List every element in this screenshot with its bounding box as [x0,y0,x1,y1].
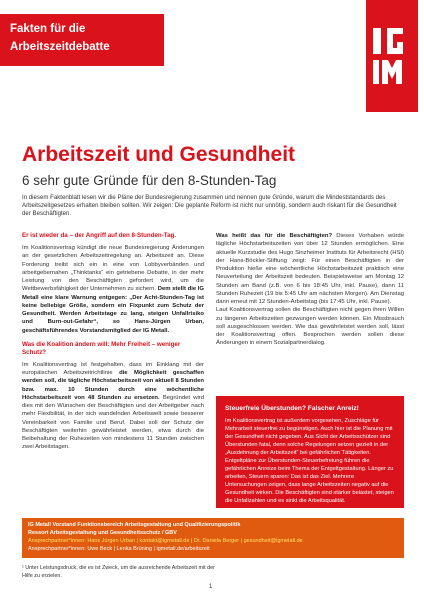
paragraph [22,361,204,452]
paragraph [22,244,204,335]
paragraph-emphasis: die Möglichkeit geschaffen werden soll, die tägliche Höchstarbeitszeit von aktuell 8 Stunden bzw. max. 10 Stunden durch eine wöchentliche Höchstarbeitszeit von 48 Stunden zu ersetzen. [22,370,204,401]
section-question-2: Was die Koalition ändern will: Mehr Freiheit – weniger Schutz? [22,340,181,356]
banner-line-1: Fakten für die [10,23,86,35]
footer-contact: Ansprechpartner*innen: Hans Jürgen Urban | kontakt@igmetall.de | Dr. Daniela Berger | gesundheit@igmetall.de [28,538,303,544]
paragraph: Laut Koalitionsvertrag sollen die Beschäftigten nicht gegen ihren Willen zu längeren Arbeitszeiten gezwungen werden können. Ein Missbrauch soll ausgeschlossen werden. Wie das gewährleistet werden soll, lässt der Koalitionsvertrag offen. Besprochen werden sollen diese Änderungen in einem Sozialpartnerdialog. [216,307,404,347]
footer-line: IG Metall Vorstand Funktionsbereich Arbeitsgestaltung und Qualifizierungspolitik [28,522,241,528]
topic-banner [0,14,164,66]
footer-imprint [22,518,404,558]
footnote: ¹ Unter Leistungsdruck, die es ist Zweck, um die ausreichende Arbeitszeit mit der Hilfe zu erzielen. [22,565,215,579]
section-question-1: Er ist wieder da – der Angriff auf den 8-Stunden-Tag. [22,232,177,239]
logo-mark [370,6,414,106]
footer-contact: Ansprechpartner*innen: Uwe Beck | Lenka Brüning | igmetall.de/arbeitszeit [28,546,210,552]
page-title: Arbeitszeit und Gesundheit [22,143,296,166]
section-question-3: Was heißt das für die Beschäftigten? [216,233,337,239]
footer-line: Ressort Arbeitsgestaltung und Gesundheitsschutz / GBV [28,530,177,536]
paragraph [216,232,404,306]
paragraph-text: Begründet wird dies mit den Wünschen der Beschäftigten und der Arbeitgeber nach mehr Flexibilität, in der sich wandelnden Arbeitswelt sowie besserer Vereinbarkeit von Familie und Beruf. Dabei soll der Schutz der Beschäftigten weiterhin gewährleistet werden, etwa durch die Beibehaltung der Ruhezeiten von mindestens 11 Stunden zwischen zwei Arbeitstagen. [22,394,205,451]
info-box-text: Im Koalitionsvertrag ist außerdem vorgesehen, Zuschläge für Mehrarbeit steuerfrei zu begünstigen. Auch hier ist die Planung mit der Gesundheit nicht gegeben. Aus Sicht der Arbeitsschützer sind Überstunden fatal, denn solche Regelungen setzen gezielt in der „Ausdehnung der Arbeitszeit“ bei gefährlichen Tätigkeiten. Entgeltpläne zur Überstunden-Steuerbefreiung führen die gefährlichen Anreize beim Thema der Entgeltgestaltung. Länger zu arbeiten, Steuern sparen: Das ist das Ziel. Mehrere Untersuchungen zeigen, dass lange Arbeitszeiten negativ auf die Gesundheit wirken. Die Beschäftigten sind stärker belastet, steigen die Unfallzahlen und es sinkt die Arbeitsqualität. [225,418,394,505]
ig-metall-logo-icon [366,0,418,112]
info-box-title: Steuerfreie Überstunden? Falscher Anreiz! [225,405,359,412]
page-number: 1 [209,584,213,590]
paragraph-text: Dieses Vorhaben würde tägliche Höchstarbeitszeiten von über 12 Stunden ermöglichen. Eine aktuelle Kurzstudie des Hugo Sinzheimer Instituts für Arbeitsrecht (HSI) der Hans-Böckler-Stiftung zeigt: Für einen Beschäftigten in der Produktion hieße eine wöchentliche Höchstarbeitszeit praktisch eine Neuverteilung der Arbeitszeit bedeuten. Beispielsweise am Montag 12 Stunden am Band (z.B. von 6 bis 18:45 Uhr, inkl. Pause), dann 11 Stunden Ruhezeit (19 bis 5:45 Uhr am nächsten Morgen). Am Dienstag dann erneut mit 12 Stunden-Arbeitstag (bis 17:45 Uhr, inkl. Pause). [216,233,404,305]
info-box [216,396,404,508]
paragraph-text: Im Koalitionsvertrag ist festgehalten, dass im Einklang mit der europäischen Arbeitszeitrichtlinie [22,361,204,376]
paragraph-emphasis: Dem stellt die IG Metall eine klare Warnung entgegen: „Der Acht-Stunden-Tag ist keine beliebige Größe, sondern ein Fixpunkt zum Schutz der Gesundheit. Werden Arbeitstage zu lang, steigen Unfallrisiko und Burn-out-Gefahr“, so Hans-Jürgen Urban, geschäftsführendes Vorstandsmitglied der IG Metall. [22,286,205,334]
right-column [216,232,404,348]
paragraph-text: Im Koalitionsvertrag kündigt die neue Bundesregierung Änderungen an der gesetzlichen Arbeitszeitregelung an. Arbeitszeit an. Diese Forderung treibt sich ein in eine von Lobbyverbänden und arbeitgebernahen „Thinktanks“ ein getriebene Debatte, in der mehr Leistung von den Beschäftigten gefordert wird, um die Wettbewerbsfähigkeit der Unternehmen zu sichern. [22,245,204,293]
intro-paragraph: In diesem Faktenblatt lesen wir die Pläne der Bundesregierung zusammen und nennen gute Gründe, warum die Mindeststandards des Arbeitszeitgesetzes erhalten bleiben sollten. Wir zeigen: Die geplante Reform ist nicht nur unnötig, sondern auch riskant für die Gesundheit der Beschäftigten. [22,194,397,218]
page-subtitle: 6 sehr gute Gründe für den 8-Stunden-Tag [22,173,277,188]
left-column [22,232,204,452]
banner-line-2: Arbeitszeitdebatte [10,41,110,53]
